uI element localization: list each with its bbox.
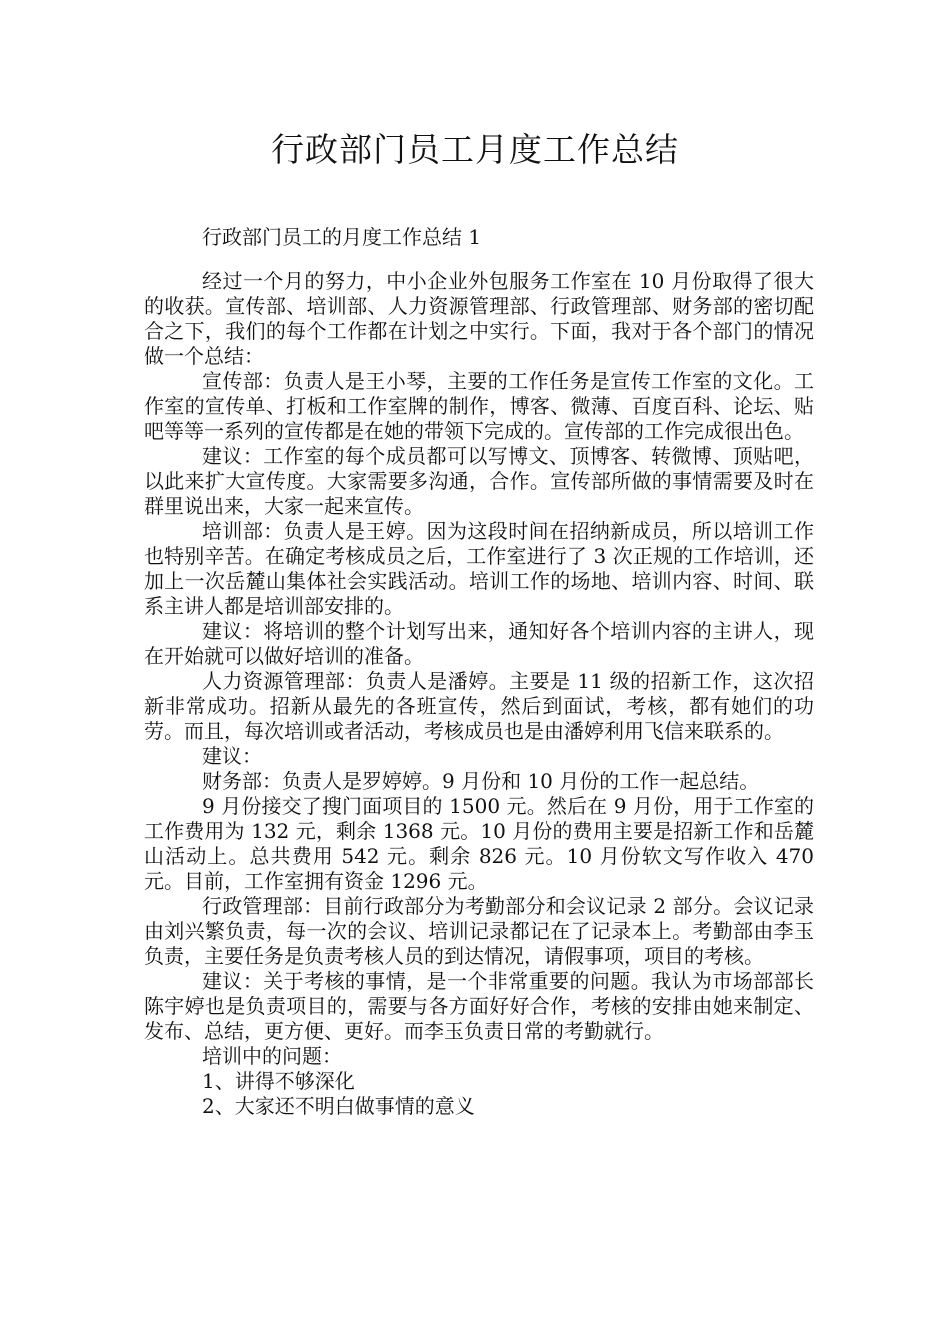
paragraph-finance-dept: 财务部：负责人是罗婷婷。9 月份和 10 月份的工作一起总结。: [202, 769, 760, 793]
paragraph-publicity-dept: 宣传部：负责人是王小琴，主要的工作任务是宣传工作室的文化。工作室的宣传单、打板和工作室牌的制作，博客、微薄、百度百科、论坛、贴吧等等一系列的宣传都是在她的带领下完成的。宣传部的工作完成很出色。: [144, 369, 814, 443]
paragraph-finance-details: 9 月份接交了搜门面项目的 1500 元。然后在 9 月份，用于工作室的工作费用为 132 元，剩余 1368 元。10 月份的费用主要是招新工作和岳麓山活动上。总共费用 542 元。剩余 826 元。10 月份软文写作收入 470 元。目前，工作室拥有资金 1296 元。: [144, 794, 814, 893]
paragraph-training-suggestion: 建议：将培训的整个计划写出来，通知好各个培训内容的主讲人，现在开始就可以做好培训的准备。: [144, 619, 814, 668]
document-title: 行政部门员工月度工作总结: [271, 130, 679, 169]
paragraph-publicity-suggestion: 建议：工作室的每个成员都可以写博文、顶博客、转微博、顶贴吧，以此来扩大宣传度。大家需要多沟通，合作。宣传部所做的事情需要及时在群里说出来，大家一起来宣传。: [144, 444, 814, 518]
paragraph-admin-dept: 行政管理部：目前行政部分为考勤部分和会议记录 2 部分。会议记录由刘兴繁负责，每一次的会议、培训记录都记在了记录本上。考勤部由李玉负责，主要任务是负责考核人员的到达情况，请假事项，项目的考核。: [144, 894, 814, 968]
paragraph-training-dept: 培训部：负责人是王婷。因为这段时间在招纳新成员，所以培训工作也特别辛苦。在确定考核成员之后，工作室进行了 3 次正规的工作培训，还加上一次岳麓山集体社会实践活动。培训工作的场地、培训内容、时间、联系主讲人都是培训部安排的。: [144, 519, 814, 618]
paragraph-admin-suggestion: 建议：关于考核的事情，是一个非常重要的问题。我认为市场部部长陈宇婷也是负责项目的，需要与各方面好好合作，考核的安排由她来制定、发布、总结，更方便、更好。而李玉负责日常的考勤就行。: [144, 969, 814, 1043]
paragraph-hr-dept: 人力资源管理部：负责人是潘婷。主要是 11 级的招新工作，这次招新非常成功。招新从最先的各班宣传，然后到面试，考核，都有她们的功劳。而且，每次培训或者活动，考核成员也是由潘婷利用飞信来联系的。: [144, 669, 814, 743]
paragraph-hr-suggestion: 建议：: [202, 744, 262, 768]
list-item-issue-1: 1、讲得不够深化: [202, 1069, 355, 1093]
document-body: [144, 269, 814, 1119]
list-item-issue-2: 2、大家还不明白做事情的意义: [202, 1094, 475, 1118]
paragraph-training-issues-heading: 培训中的问题：: [202, 1044, 342, 1068]
document-subtitle: 行政部门员工的月度工作总结 1: [202, 225, 482, 249]
paragraph-intro: 经过一个月的努力，中小企业外包服务工作室在 10 月份取得了很大的收获。宣传部、培训部、人力资源管理部、行政管理部、财务部的密切配合之下，我们的每个工作都在计划之中实行。下面，我对于各个部门的情况做一个总结：: [144, 269, 814, 368]
